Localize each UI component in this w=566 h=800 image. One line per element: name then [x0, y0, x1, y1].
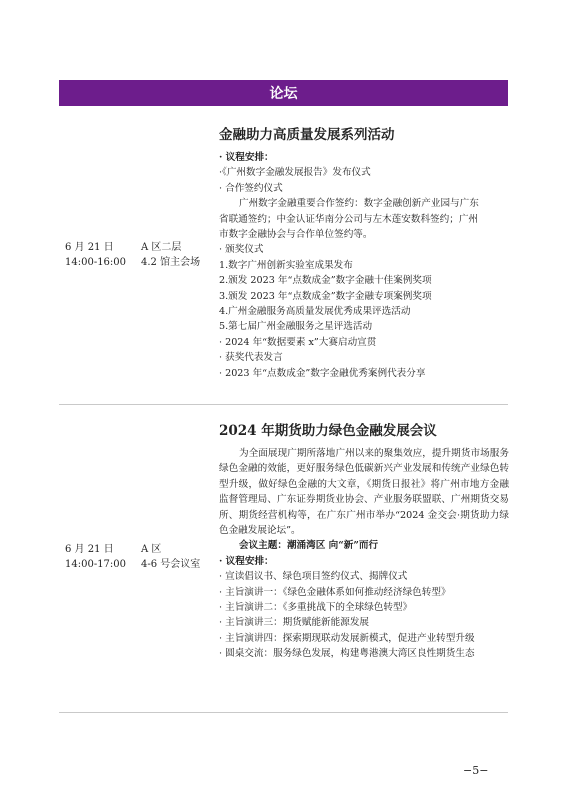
agenda-item: 3.颁发 2023 年“点数成金”数字金融专项案例奖项: [219, 290, 432, 302]
event-title: 金融助力高质量发展系列活动: [219, 127, 395, 143]
section-divider: [59, 404, 508, 405]
agenda-item: 5.第七届广州金融服务之星评选活动: [219, 321, 373, 333]
event-venue: [141, 240, 200, 270]
agenda-item: · 主旨演讲三：期货赋能新能源发展: [219, 617, 370, 629]
event-block-1: [59, 112, 508, 402]
event-content: [219, 126, 509, 381]
banner-title: 论坛: [269, 86, 298, 102]
agenda-item: · 圆桌交流：服务绿色发展，构建粤港澳大湾区良性期货生态: [219, 648, 475, 660]
agenda-item: 2.颁发 2023 年“点数成金”数字金融十佳案例奖项: [219, 275, 432, 287]
agenda-label: · 议程安排：: [219, 152, 274, 163]
agenda-item: · 合作签约仪式: [219, 182, 283, 194]
event-details: [219, 446, 509, 662]
agenda-item: · 2024 年“数据要素 x”大赛启动宣贯: [219, 336, 377, 348]
agenda-item: 省联通签约；中金认证华南分公司与左木莲安数科签约；广州: [219, 213, 479, 225]
agenda-item: 4.广州金融服务高质量发展优秀成果评选活动: [219, 306, 411, 318]
event-theme: 会议主题：潮涌湾区 向“新”而行: [239, 540, 379, 552]
event-block-2: [59, 408, 508, 708]
section-banner: [59, 80, 508, 106]
event-venue-line2: 4.2 馆主会场: [141, 257, 201, 268]
event-date-time: 14:00-16:00: [65, 257, 127, 268]
event-date: [65, 542, 126, 572]
event-title: 2024 年期货助力绿色金融发展会议: [219, 423, 437, 439]
event-date: [65, 240, 126, 270]
agenda-item: · 主旨演讲二：《多重挑战下的全球绿色转型》: [219, 602, 413, 614]
page-number: −5−: [463, 764, 489, 777]
agenda-item: 市数字金融协会与合作单位签约等。: [219, 229, 373, 241]
event-venue-line2: 4-6 号会议室: [141, 559, 201, 570]
agenda-item: ·《广州数字金融发展报告》发布仪式: [219, 167, 371, 179]
event-date-day: 6 月 21 日: [65, 242, 114, 253]
agenda-item: · 颁奖仪式: [219, 244, 264, 256]
event-venue: [141, 542, 200, 572]
event-agenda: [219, 150, 509, 381]
event-venue-line1: A 区二层: [141, 242, 182, 253]
event-date-day: 6 月 21 日: [65, 544, 114, 555]
agenda-item: · 获奖代表发言: [219, 352, 283, 364]
agenda-item: 广州数字金融重要合作签约：数字金融创新产业园与广东: [239, 198, 479, 210]
agenda-item: 1.数字广州创新实验室成果发布: [219, 259, 353, 271]
agenda-item: · 2023 年“点数成金”数字金融优秀案例代表分享: [219, 367, 426, 379]
agenda-label: · 议程安排：: [219, 555, 274, 567]
event-venue-line1: A 区: [141, 544, 162, 555]
event-intro: 为全面展现广期所落地广州以来的聚集效应，提升期货市场服务绿色金融的效能，更好服务绿色低碳新兴产业发展和传统产业绿色转型升级，做好绿色金融的大文章，《期货日报社》将广州市地方金融监督管理局、广东证券期货业协会、产业服务联盟联、广州期货交易所、期货经营机构等，在广东广州市举办“2024 金交会·期货助力绿色金融发展论坛”。: [219, 448, 509, 537]
agenda-item: · 主旨演讲四：探索期现联动发展新模式，促进产业转型升级: [219, 632, 475, 644]
section-divider: [59, 712, 508, 713]
agenda-item: · 宣读倡议书、绿色项目签约仪式、揭牌仪式: [219, 571, 408, 583]
event-date-time: 14:00-17:00: [65, 559, 127, 570]
event-content: [219, 422, 509, 662]
agenda-item: · 主旨演讲一：《绿色金融体系如何推动经济绿色转型》: [219, 586, 451, 598]
